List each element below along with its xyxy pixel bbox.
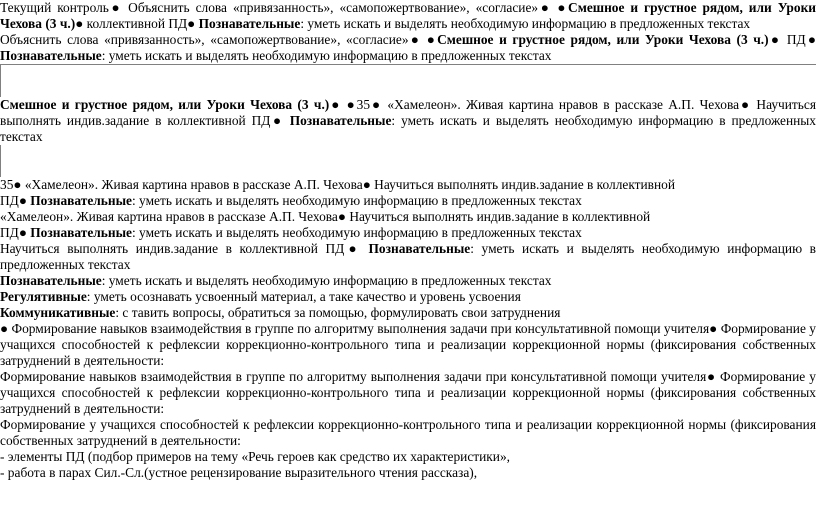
p10-text-1: Формирование навыков взаимодействия в группе по алгоритму выполнения задачи при консультативной помощи учителя — [11, 321, 710, 336]
p1-text-4: : уметь искать и выделять необходимую информацию в предложенных текстах — [300, 16, 751, 31]
bullet-icon: ● — [362, 177, 371, 192]
p5-text-2: Научиться выполнять индив.задание в коллективной — [349, 209, 651, 224]
p3-lesson-number: 35 — [356, 97, 371, 112]
p5-text-4: : уметь искать и выделять необходимую информацию в предложенных текстах — [131, 225, 582, 240]
paragraph-10 — [0, 321, 816, 369]
p1-text-2: Объяснить слова «привязанность», «самопожертвование», «согласие» — [128, 0, 539, 15]
paragraph-1 — [0, 0, 816, 32]
bullet-icon: ● — [187, 16, 196, 31]
bullet-icon: ● — [408, 32, 422, 47]
p1-text-1: Текущий контроль — [0, 0, 109, 15]
p5-text-3: ПД — [0, 225, 19, 240]
paragraph-7 — [0, 273, 816, 289]
p12-text-1: Формирование у учащихся способностей к рефлексии коррекционно-контрольного типа и реализации коррекционной нормы (фиксирования собственных затруднений в деятельности: — [0, 417, 816, 448]
p9-bold-label: Коммуникативные — [0, 305, 116, 320]
paragraph-5 — [0, 209, 816, 241]
p6-bold-label: Познавательные — [368, 241, 471, 256]
bullet-icon: ● — [739, 97, 752, 112]
paragraph-6 — [0, 241, 816, 273]
paragraph-13 — [0, 449, 816, 465]
bullet-icon: ● — [557, 0, 569, 15]
p7-bold-label: Познавательные — [0, 273, 102, 288]
p11-text-1: Формирование навыков взаимодействия в группе по алгоритму выполнения задачи при консультативной помощи учителя — [0, 369, 707, 384]
bullet-icon: ● — [344, 241, 361, 256]
bullet-icon: ● — [18, 193, 27, 208]
p1-bold-label: Познавательные — [198, 16, 301, 31]
p6-text-2: : уметь искать и выделять необходимую информацию в предложенных текстах — [0, 241, 816, 272]
bullet-icon: ● — [426, 32, 438, 47]
p4-text-1: «Хамелеон». Живая картина нравов в рассказе А.П. Чехова — [24, 177, 363, 192]
p6-text-1: Научиться выполнять индив.задание в коллективной ПД — [0, 241, 345, 256]
bullet-icon: ● — [706, 369, 716, 384]
p8-text-1: : уметь осознавать усвоенный материал, а таке качество и уровень усвоения — [86, 289, 521, 304]
p2-text-2: ПД — [786, 32, 806, 47]
bullet-icon: ● — [337, 209, 346, 224]
paragraph-4 — [0, 177, 816, 209]
p3-bold-title: Смешное и грустное рядом, или Уроки Чехова (3 ч.) — [0, 97, 330, 112]
p5-text-1: «Хамелеон». Живая картина нравов в рассказе А.П. Чехова — [0, 209, 338, 224]
p9-text-1: : с тавить вопросы, обратиться за помощью, формулировать свои затруднения — [115, 305, 561, 320]
p5-bold-label: Познавательные — [30, 225, 132, 240]
bullet-icon: ● — [75, 16, 84, 31]
paragraph-2 — [0, 32, 816, 64]
p14-text-1: - работа в парах Сил.-Сл.(устное рецензирование выразительного чтения рассказа), — [0, 465, 478, 480]
p8-bold-label: Регулятивные — [0, 289, 87, 304]
p1-bold-title: Смешное и грустное рядом, или Уроки Чехова (3 ч.) — [0, 0, 816, 31]
paragraph-3 — [0, 97, 816, 145]
p2-text-1: Объяснить слова «привязанность», «самопожертвование», «согласие» — [0, 32, 409, 47]
p1-text-3: коллективной ПД — [86, 16, 188, 31]
p10-text-2: Формирование у учащихся способностей к рефлексии коррекционно-контрольного типа и реализации коррекционной нормы (фиксирования собственных затруднений в деятельности: — [0, 321, 816, 368]
p4-text-2: Научиться выполнять индив.задание в коллективной — [374, 177, 676, 192]
bullet-icon: ● — [270, 113, 284, 128]
table-cell-border — [0, 145, 816, 177]
bullet-icon: ● — [108, 0, 123, 15]
bullet-icon: ● — [768, 32, 782, 47]
p3-text-1: «Хамелеон». Живая картина нравов в рассказе А.П. Чехова — [387, 97, 740, 112]
p3-text-2: Научиться выполнять индив.задание в коллективной ПД — [0, 97, 816, 128]
p13-text-1: - элементы ПД (подбор примеров на тему «Речь героев как средство их характеристики», — [0, 449, 510, 464]
paragraph-14 — [0, 465, 816, 481]
table-cell-border — [0, 65, 816, 97]
p3-bold-label: Познавательные — [289, 113, 392, 128]
p11-text-2: Формирование у учащихся способностей к рефлексии коррекционно-контрольного типа и реализации коррекционной нормы (фиксирования собственных затруднений в деятельности: — [0, 369, 816, 416]
p4-lesson-number: 35 — [0, 177, 14, 192]
bullet-icon: ● — [346, 97, 357, 112]
bullet-icon: ● — [805, 32, 816, 47]
bullet-icon: ● — [329, 97, 342, 112]
bullet-icon: ● — [13, 177, 22, 192]
p4-text-4: : уметь искать и выделять необходимую информацию в предложенных текстах — [131, 193, 582, 208]
p2-bold-label: Познавательные — [0, 48, 102, 63]
paragraph-8 — [0, 289, 816, 305]
p3-text-3: : уметь искать и выделять необходимую информацию в предложенных текстах — [0, 113, 816, 144]
paragraph-11 — [0, 369, 816, 417]
p4-bold-label: Познавательные — [30, 193, 132, 208]
bullet-icon: ● — [0, 321, 9, 336]
bullet-icon: ● — [709, 321, 718, 336]
paragraph-12 — [0, 417, 816, 449]
p4-text-3: ПД — [0, 193, 19, 208]
paragraph-9 — [0, 305, 816, 321]
p7-text-1: : уметь искать и выделять необходимую информацию в предложенных текстах — [101, 273, 552, 288]
p2-bold-title: Смешное и грустное рядом, или Уроки Чехова (3 ч.) — [437, 32, 769, 47]
bullet-icon: ● — [370, 97, 383, 112]
p2-text-3: : уметь искать и выделять необходимую информацию в предложенных текстах — [101, 48, 552, 63]
bullet-icon: ● — [538, 0, 552, 15]
bullet-icon: ● — [18, 225, 27, 240]
